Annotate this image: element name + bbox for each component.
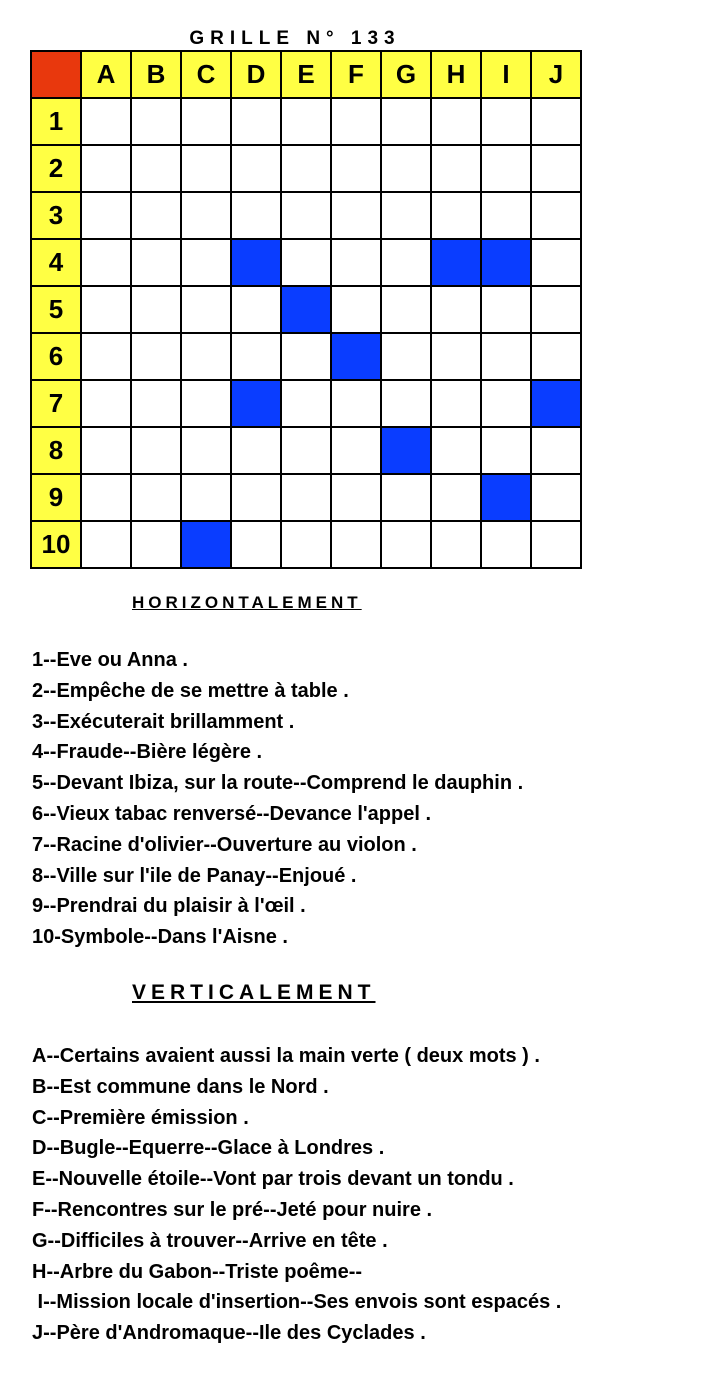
grid-cell[interactable] — [231, 192, 281, 239]
horizontal-clue-list — [32, 645, 523, 953]
grid-cell[interactable] — [431, 98, 481, 145]
vertical-clue: F--Rencontres sur le pré--Jeté pour nuire . — [32, 1198, 433, 1221]
grid-cell[interactable] — [81, 333, 131, 380]
black-cell — [181, 521, 231, 568]
grid-cell[interactable] — [81, 286, 131, 333]
grid-cell[interactable] — [431, 192, 481, 239]
grid-cell[interactable] — [431, 427, 481, 474]
grid-cell[interactable] — [131, 98, 181, 145]
black-cell — [481, 239, 531, 286]
grid-cell[interactable] — [381, 380, 431, 427]
grid-title: GRILLE N° 133 — [189, 28, 401, 49]
row-header: 7 — [31, 380, 81, 427]
grid-cell[interactable] — [281, 239, 331, 286]
grid-row — [31, 286, 581, 333]
row-header: 8 — [31, 427, 81, 474]
grid-cell[interactable] — [381, 474, 431, 521]
grid-cell[interactable] — [331, 380, 381, 427]
row-header: 10 — [31, 521, 81, 568]
grid-cell[interactable] — [431, 474, 481, 521]
horizontal-clue: 9--Prendrai du plaisir à l'œil . — [32, 895, 306, 918]
grid-cell[interactable] — [131, 333, 181, 380]
grid-cell[interactable] — [281, 427, 331, 474]
column-header: E — [281, 51, 331, 98]
grid-cell[interactable] — [381, 145, 431, 192]
vertical-clue: I--Mission locale d'insertion--Ses envois sont espacés . — [32, 1291, 562, 1314]
column-header: I — [481, 51, 531, 98]
column-header-row — [31, 51, 581, 98]
grid-cell[interactable] — [181, 192, 231, 239]
vertical-heading: VERTICALEMENT — [132, 981, 376, 1004]
grid-cell[interactable] — [381, 98, 431, 145]
grid-cell[interactable] — [531, 474, 581, 521]
black-cell — [381, 427, 431, 474]
grid-cell[interactable] — [281, 192, 331, 239]
grid-row — [31, 380, 581, 427]
vertical-clue: A--Certains avaient aussi la main verte ( deux mots ) . — [32, 1045, 540, 1067]
grid-cell[interactable] — [131, 145, 181, 192]
grid-cell[interactable] — [481, 286, 531, 333]
black-cell — [331, 333, 381, 380]
grid-cell[interactable] — [281, 145, 331, 192]
grid-cell[interactable] — [281, 521, 331, 568]
grid-cell[interactable] — [531, 98, 581, 145]
grid-cell[interactable] — [531, 239, 581, 286]
grid-cell[interactable] — [231, 145, 281, 192]
grid-cell[interactable] — [81, 427, 131, 474]
grid-cell[interactable] — [531, 427, 581, 474]
horizontal-clue: 6--Vieux tabac renversé--Devance l'appel . — [32, 802, 432, 825]
grid-cell[interactable] — [481, 145, 531, 192]
grid-cell[interactable] — [331, 192, 381, 239]
horizontal-clue: 3--Exécuterait brillamment . — [32, 710, 295, 733]
grid-cell[interactable] — [381, 192, 431, 239]
grid-cell[interactable] — [81, 474, 131, 521]
grid-corner — [31, 51, 81, 98]
grid-cell[interactable] — [331, 98, 381, 145]
grid-cell[interactable] — [181, 145, 231, 192]
grid-row — [31, 521, 581, 568]
row-header: 9 — [31, 474, 81, 521]
grid-cell[interactable] — [531, 286, 581, 333]
horizontal-clue: 7--Racine d'olivier--Ouverture au violon . — [32, 833, 417, 856]
grid-cell[interactable] — [281, 333, 331, 380]
grid-cell[interactable] — [281, 380, 331, 427]
grid-cell[interactable] — [131, 474, 181, 521]
grid-cell[interactable] — [231, 98, 281, 145]
black-cell — [231, 380, 281, 427]
grid-cell[interactable] — [181, 474, 231, 521]
grid-row — [31, 333, 581, 380]
grid-cell[interactable] — [181, 239, 231, 286]
grid-cell[interactable] — [131, 192, 181, 239]
horizontal-clue: 4--Fraude--Bière légère . — [32, 741, 263, 764]
crossword-grid — [30, 50, 582, 569]
grid-cell[interactable] — [431, 521, 481, 568]
grid-cell[interactable] — [331, 239, 381, 286]
grid-cell[interactable] — [431, 286, 481, 333]
horizontal-heading: HORIZONTALEMENT — [132, 593, 362, 612]
column-header: C — [181, 51, 231, 98]
grid-cell[interactable] — [431, 380, 481, 427]
grid-cell[interactable] — [81, 98, 131, 145]
vertical-clue: J--Père d'Andromaque--Ile des Cyclades . — [32, 1322, 426, 1345]
column-header: D — [231, 51, 281, 98]
grid-cell[interactable] — [481, 98, 531, 145]
row-header: 5 — [31, 286, 81, 333]
row-header: 1 — [31, 98, 81, 145]
vertical-clue: G--Difficiles à trouver--Arrive en tête . — [32, 1229, 388, 1252]
vertical-clue: H--Arbre du Gabon--Triste poême-- — [32, 1260, 363, 1283]
column-header: B — [131, 51, 181, 98]
grid-body — [31, 98, 581, 568]
grid-cell[interactable] — [231, 286, 281, 333]
grid-cell[interactable] — [281, 474, 331, 521]
horizontal-clue: 2--Empêche de se mettre à table . — [32, 679, 349, 702]
grid-cell[interactable] — [131, 380, 181, 427]
grid-cell[interactable] — [331, 145, 381, 192]
grid-cell[interactable] — [431, 145, 481, 192]
column-header: G — [381, 51, 431, 98]
grid-cell[interactable] — [81, 239, 131, 286]
grid-cell[interactable] — [181, 98, 231, 145]
horizontal-clue: 10-Symbole--Dans l'Aisne . — [32, 926, 288, 949]
black-cell — [231, 239, 281, 286]
grid-cell[interactable] — [381, 239, 431, 286]
vertical-clue: B--Est commune dans le Nord . — [32, 1075, 329, 1098]
grid-cell[interactable] — [131, 427, 181, 474]
vertical-clue-list — [32, 1041, 561, 1349]
horizontal-clue: 8--Ville sur l'ile de Panay--Enjoué . — [32, 864, 357, 887]
vertical-clue: D--Bugle--Equerre--Glace à Londres . — [32, 1137, 385, 1160]
grid-cell[interactable] — [131, 239, 181, 286]
row-header: 3 — [31, 192, 81, 239]
grid-cell[interactable] — [381, 286, 431, 333]
grid-cell[interactable] — [231, 427, 281, 474]
grid-cell[interactable] — [381, 521, 431, 568]
grid-row — [31, 98, 581, 145]
grid-cell[interactable] — [481, 333, 531, 380]
grid-cell[interactable] — [531, 192, 581, 239]
vertical-clue: C--Première émission . — [32, 1106, 249, 1129]
grid-cell[interactable] — [531, 333, 581, 380]
grid-cell[interactable] — [131, 286, 181, 333]
vertical-clue: E--Nouvelle étoile--Vont par trois devant un tondu . — [32, 1168, 514, 1191]
grid-cell[interactable] — [81, 380, 131, 427]
grid-cell[interactable] — [331, 521, 381, 568]
grid-row — [31, 427, 581, 474]
black-cell — [481, 474, 531, 521]
grid-cell[interactable] — [181, 286, 231, 333]
grid-cell[interactable] — [331, 427, 381, 474]
black-cell — [431, 239, 481, 286]
grid-row — [31, 192, 581, 239]
row-header: 2 — [31, 145, 81, 192]
grid-cell[interactable] — [431, 333, 481, 380]
grid-cell[interactable] — [231, 474, 281, 521]
grid-cell[interactable] — [231, 333, 281, 380]
grid-cell[interactable] — [381, 333, 431, 380]
grid-cell[interactable] — [181, 427, 231, 474]
grid-row — [31, 239, 581, 286]
grid-row — [31, 474, 581, 521]
grid-cell[interactable] — [181, 333, 231, 380]
grid-cell[interactable] — [81, 521, 131, 568]
grid-cell[interactable] — [81, 192, 131, 239]
grid-cell[interactable] — [331, 474, 381, 521]
row-header: 4 — [31, 239, 81, 286]
row-header: 6 — [31, 333, 81, 380]
grid-cell[interactable] — [481, 380, 531, 427]
grid-cell[interactable] — [481, 521, 531, 568]
grid-cell[interactable] — [531, 145, 581, 192]
grid-row — [31, 145, 581, 192]
column-header: H — [431, 51, 481, 98]
grid-cell[interactable] — [131, 521, 181, 568]
grid-cell[interactable] — [331, 286, 381, 333]
horizontal-clue: 5--Devant Ibiza, sur la route--Comprend le dauphin . — [32, 772, 524, 795]
column-header: F — [331, 51, 381, 98]
column-header: A — [81, 51, 131, 98]
grid-cell[interactable] — [481, 192, 531, 239]
grid-cell[interactable] — [481, 427, 531, 474]
horizontal-clue: 1--Eve ou Anna . — [32, 649, 188, 671]
column-header: J — [531, 51, 581, 98]
black-cell — [281, 286, 331, 333]
grid-cell[interactable] — [231, 521, 281, 568]
grid-cell[interactable] — [181, 380, 231, 427]
grid-cell[interactable] — [81, 145, 131, 192]
grid-cell[interactable] — [531, 521, 581, 568]
black-cell — [531, 380, 581, 427]
grid-cell[interactable] — [281, 98, 331, 145]
